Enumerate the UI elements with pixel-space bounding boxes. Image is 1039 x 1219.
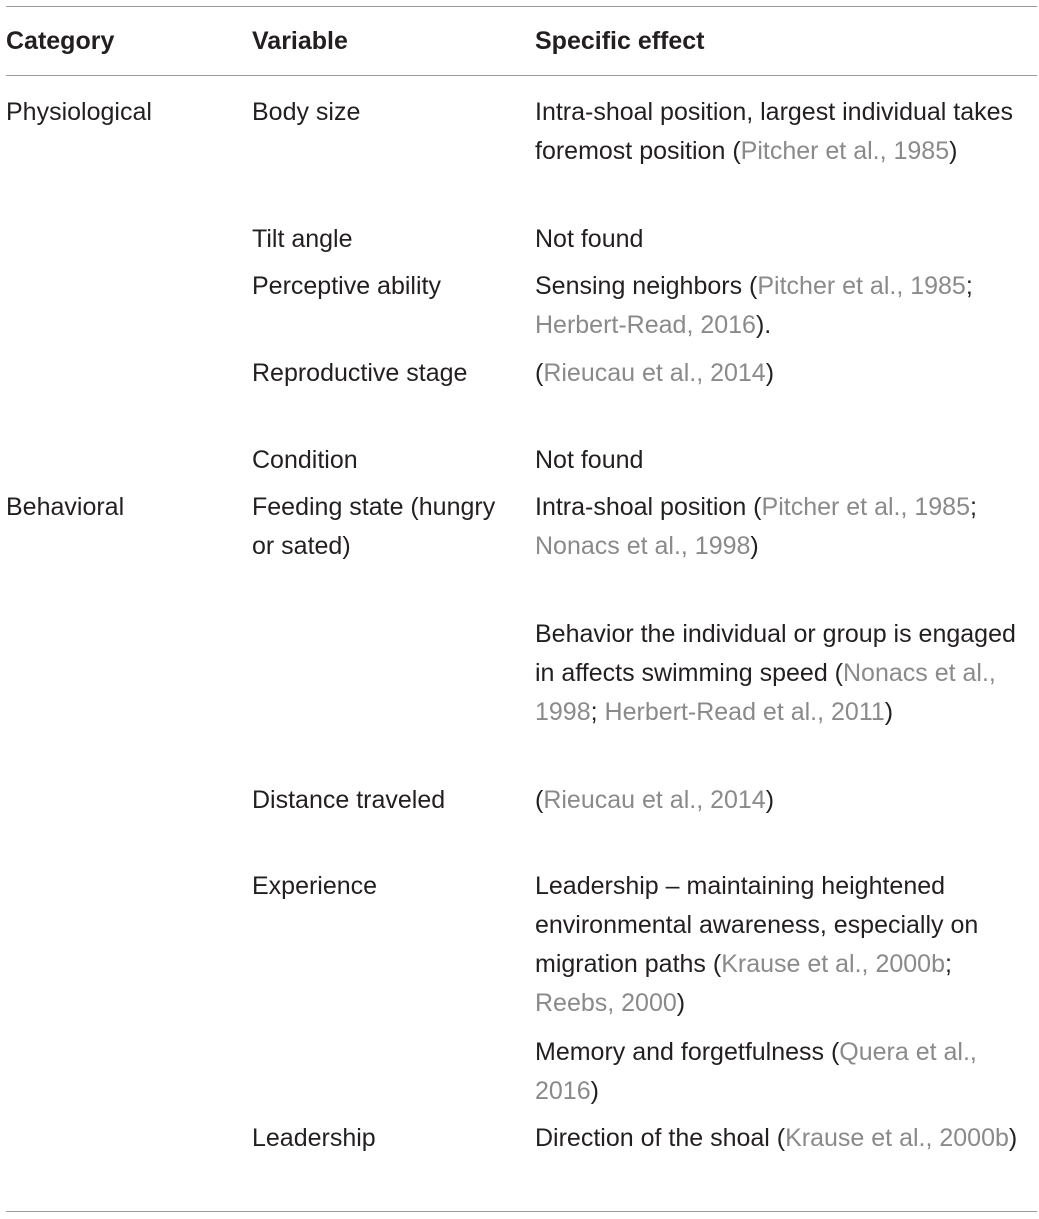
effect-text: ): [1008, 1124, 1018, 1152]
table-bottom-rule: [6, 1211, 1037, 1212]
citation-link[interactable]: Quera et al., 2016: [535, 1038, 977, 1105]
citation-link[interactable]: Krause et al., 2000b: [785, 1124, 1009, 1152]
effect-text: Behavior the individual or group is engaged in affects swimming speed (: [535, 620, 1016, 687]
cell-variable: Body size: [252, 98, 361, 126]
citation-link[interactable]: Rieucau et al., 2014: [543, 786, 766, 814]
effect-text: (: [535, 359, 544, 387]
citation-link[interactable]: Nonacs et al., 1998: [535, 532, 751, 560]
cell-specific-effect: [535, 1033, 1037, 1111]
effect-text: ): [750, 532, 759, 560]
header-variable: Variable: [252, 27, 348, 55]
effect-text: ).: [755, 311, 772, 339]
citation-link[interactable]: Herbert-Read, 2016: [535, 311, 756, 339]
effect-text: ): [949, 137, 958, 165]
effect-text: ;: [965, 272, 973, 300]
citation-link[interactable]: Pitcher et al., 1985: [757, 272, 966, 300]
cell-variable: Perceptive ability: [252, 272, 441, 300]
cell-variable: Reproductive stage: [252, 359, 468, 387]
header-rule: [6, 75, 1037, 76]
effect-text: Direction of the shoal (: [535, 1124, 786, 1152]
effect-text: ;: [944, 950, 952, 978]
cell-variable: Leadership: [252, 1124, 376, 1152]
cell-specific-effect: [535, 488, 1037, 566]
effect-text: ;: [590, 698, 605, 726]
effect-text: Not found: [535, 446, 644, 474]
cell-specific-effect: [535, 93, 1037, 171]
cell-specific-effect: [535, 615, 1037, 732]
citation-link[interactable]: Reebs, 2000: [535, 989, 677, 1017]
effect-text: ): [765, 359, 775, 387]
cell-specific-effect: [535, 220, 1037, 259]
cell-specific-effect: [535, 1119, 1037, 1158]
effect-text: ): [590, 1077, 599, 1105]
effect-text: Not found: [535, 225, 644, 253]
citation-link[interactable]: Rieucau et al., 2014: [543, 359, 766, 387]
effect-text: ): [884, 698, 894, 726]
cell-variable: Distance traveled: [252, 786, 446, 814]
table-header-row: [6, 22, 1037, 62]
cell-specific-effect: [535, 267, 1037, 345]
effect-text: ): [676, 989, 686, 1017]
header-specific-effect: Specific effect: [535, 27, 705, 55]
effect-text: Intra-shoal position, largest individual takes foremost position (: [535, 98, 1014, 165]
cell-category: Behavioral: [6, 493, 125, 521]
cell-variable: Condition: [252, 446, 358, 474]
citation-link[interactable]: Nonacs et al., 1998: [535, 659, 996, 726]
citation-link[interactable]: Pitcher et al., 1985: [761, 493, 970, 521]
effect-text: ): [765, 786, 775, 814]
cell-variable: Feeding state (hungry or sated): [252, 493, 496, 560]
citation-link[interactable]: Krause et al., 2000b: [721, 950, 945, 978]
effect-text: Leadership – maintaining heightened environmental awareness, especially on migration paths (: [535, 872, 979, 978]
citation-link[interactable]: Herbert-Read et al., 2011: [604, 698, 885, 726]
cell-variable: Experience: [252, 872, 378, 900]
cell-specific-effect: [535, 867, 1037, 1023]
cell-variable: Tilt angle: [252, 225, 353, 253]
cell-specific-effect: [535, 441, 1037, 480]
effect-text: ;: [969, 493, 977, 521]
effect-text: Memory and forgetfulness (: [535, 1038, 840, 1066]
effect-text: (: [535, 786, 544, 814]
header-category: Category: [6, 27, 115, 55]
cell-specific-effect: [535, 354, 1037, 393]
citation-link[interactable]: Pitcher et al., 1985: [740, 137, 950, 165]
effect-text: Intra-shoal position (: [535, 493, 762, 521]
effect-text: Sensing neighbors (: [535, 272, 758, 300]
cell-category: Physiological: [6, 98, 152, 126]
table-top-rule: [6, 6, 1037, 7]
cell-specific-effect: [535, 781, 1037, 820]
